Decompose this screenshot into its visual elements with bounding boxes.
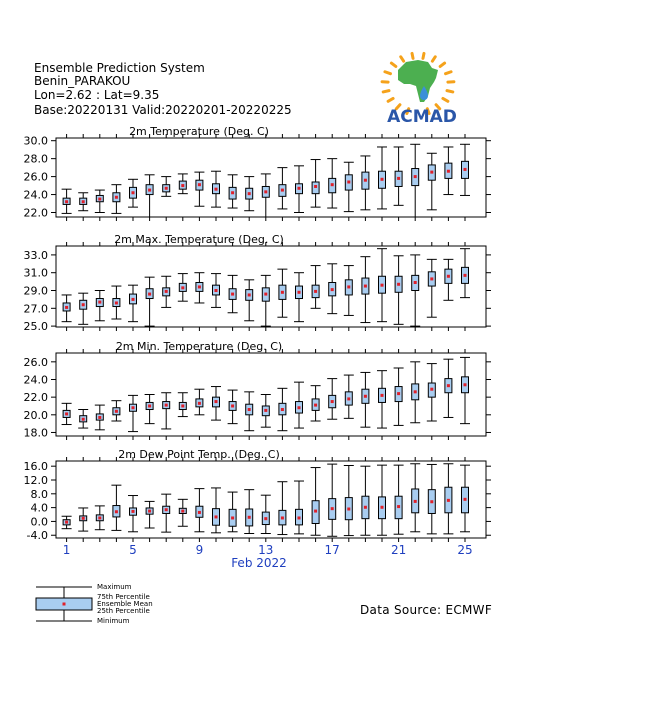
- box-day-23: [427, 153, 437, 210]
- y-tick-label: 25.0: [23, 320, 48, 334]
- y-tick-label: 16.0: [23, 460, 48, 474]
- mean-marker: [215, 289, 218, 292]
- mean-marker: [381, 394, 384, 397]
- mean-marker: [165, 290, 168, 293]
- mean-marker: [115, 196, 118, 199]
- mean-marker: [381, 506, 384, 509]
- y-tick-label: 27.0: [23, 302, 48, 316]
- mean-marker: [314, 510, 317, 513]
- box-day-2: [78, 293, 88, 324]
- box-day-15: [294, 481, 304, 534]
- box-day-22: [410, 362, 420, 423]
- box-day-3: [95, 506, 105, 530]
- mean-marker: [148, 293, 151, 296]
- mean-marker: [298, 291, 301, 294]
- mean-marker: [165, 187, 168, 190]
- panel-title: 2m Dew Point Temp. (Deg. C): [118, 448, 280, 461]
- mean-marker: [165, 404, 168, 407]
- box-day-23: [427, 364, 437, 421]
- mean-marker: [198, 402, 201, 405]
- mean-marker: [148, 189, 151, 192]
- box-day-15: [294, 273, 304, 322]
- mean-marker: [215, 515, 218, 518]
- box-day-4: [111, 401, 121, 421]
- box-day-2: [78, 410, 88, 429]
- box-day-22: [410, 255, 420, 326]
- mean-marker: [198, 285, 201, 288]
- box-day-25: [460, 357, 470, 423]
- box-day-9: [194, 172, 204, 206]
- y-tick-label: 0.0: [30, 515, 48, 529]
- panel-1: [24, 125, 492, 221]
- mean-marker: [264, 293, 267, 296]
- box-day-18: [344, 266, 354, 316]
- mean-marker: [115, 510, 118, 513]
- panel-title: 2m Max. Temperature (Deg. C): [114, 233, 284, 246]
- base-valid-dates: Base:20220131 Valid:20220201-20220225: [34, 103, 292, 117]
- mean-marker: [181, 286, 184, 289]
- x-tick-label: 9: [195, 543, 204, 557]
- mean-marker: [414, 500, 417, 503]
- box-day-11: [228, 275, 238, 312]
- mean-marker: [430, 277, 433, 280]
- mean-marker: [447, 384, 450, 387]
- mean-marker: [447, 170, 450, 173]
- mean-marker: [215, 400, 218, 403]
- panel-title: 2m Temperature (Deg. C): [129, 125, 269, 138]
- mean-marker: [381, 178, 384, 181]
- y-tick-label: 28.0: [23, 152, 48, 166]
- box-day-17: [327, 379, 337, 420]
- mean-marker: [281, 408, 284, 411]
- box-day-4: [111, 286, 121, 319]
- mean-marker: [215, 188, 218, 191]
- box-day-6: [145, 501, 155, 528]
- box-day-16: [311, 468, 321, 536]
- y-tick-label: 31.0: [23, 266, 48, 280]
- box-day-14: [277, 168, 287, 209]
- box-day-6: [145, 277, 155, 326]
- plot-frame: [56, 353, 486, 436]
- mean-marker: [148, 510, 151, 513]
- mean-marker: [397, 177, 400, 180]
- box-day-9: [194, 489, 204, 532]
- legend: [36, 583, 153, 625]
- box-day-13: [261, 395, 271, 428]
- mean-marker: [347, 285, 350, 288]
- box-day-11: [228, 492, 238, 532]
- station-name: Benin_PARAKOU: [34, 74, 131, 88]
- y-tick-label: 30.0: [23, 134, 48, 148]
- x-tick-label: 13: [258, 543, 274, 557]
- box-day-25: [460, 144, 470, 195]
- box-day-3: [95, 405, 105, 430]
- y-tick-label: -4.0: [26, 529, 48, 543]
- box-day-9: [194, 389, 204, 415]
- mean-marker: [132, 510, 135, 513]
- mean-marker: [331, 507, 334, 510]
- box-day-21: [394, 465, 404, 534]
- plot-frame: [56, 461, 486, 538]
- x-tick-label: 21: [390, 543, 407, 557]
- box-day-17: [327, 159, 337, 208]
- y-tick-label: 29.0: [23, 284, 48, 298]
- mean-marker: [281, 291, 284, 294]
- mean-marker: [264, 409, 267, 412]
- box-day-13: [261, 275, 271, 326]
- box-day-7: [161, 393, 171, 429]
- y-tick-label: 12.0: [23, 473, 48, 487]
- mean-marker: [231, 516, 234, 519]
- box-day-24: [443, 147, 453, 195]
- mean-marker: [181, 184, 184, 187]
- mean-marker: [132, 191, 135, 194]
- box-day-14: [277, 482, 287, 535]
- box-day-1: [62, 516, 72, 528]
- box-day-5: [128, 179, 138, 207]
- box-day-8: [178, 174, 188, 194]
- box-day-6: [145, 175, 155, 217]
- y-tick-label: 4.0: [30, 501, 48, 515]
- box-day-13: [261, 495, 271, 533]
- mean-marker: [165, 508, 168, 511]
- y-tick-label: 22.0: [23, 206, 48, 220]
- mean-marker: [347, 180, 350, 183]
- x-tick-label: 25: [457, 543, 473, 557]
- legend-label-mean: Ensemble Mean: [97, 600, 153, 608]
- mean-marker: [364, 506, 367, 509]
- box-day-11: [228, 175, 238, 208]
- box-day-20: [377, 249, 387, 322]
- mean-marker: [447, 275, 450, 278]
- mean-marker: [132, 406, 135, 409]
- mean-marker: [148, 404, 151, 407]
- y-tick-label: 24.0: [23, 188, 48, 202]
- mean-marker: [414, 390, 417, 393]
- box-day-19: [360, 156, 370, 210]
- mean-marker: [98, 198, 101, 201]
- box-day-10: [211, 171, 221, 207]
- box-day-11: [228, 390, 238, 424]
- box-day-14: [277, 388, 287, 430]
- box-day-18: [344, 465, 354, 535]
- mean-marker: [314, 185, 317, 188]
- mean-marker: [132, 298, 135, 301]
- box-day-7: [161, 494, 171, 532]
- figure-title: Ensemble Prediction System: [34, 61, 205, 75]
- mean-marker: [414, 281, 417, 284]
- mean-marker: [397, 283, 400, 286]
- box-day-14: [277, 269, 287, 317]
- mean-marker: [364, 179, 367, 182]
- mean-marker: [397, 392, 400, 395]
- box-day-5: [128, 285, 138, 321]
- mean-marker: [397, 505, 400, 508]
- box-day-21: [394, 147, 404, 205]
- mean-marker: [82, 200, 85, 203]
- box-day-1: [62, 403, 72, 424]
- x-axis-label: Feb 2022: [231, 556, 287, 570]
- mean-marker: [231, 191, 234, 194]
- mean-marker: [281, 516, 284, 519]
- mean-marker: [414, 175, 417, 178]
- mean-marker: [82, 517, 85, 520]
- x-tick-label: 5: [129, 543, 137, 557]
- mean-marker: [98, 516, 101, 519]
- box-day-15: [294, 166, 304, 213]
- mean-marker: [181, 510, 184, 513]
- y-tick-label: 24.0: [23, 373, 48, 387]
- box-day-23: [427, 259, 437, 317]
- box-day-19: [360, 372, 370, 427]
- box-day-17: [327, 464, 337, 536]
- box-day-10: [211, 488, 221, 533]
- box-day-25: [460, 465, 470, 532]
- panel-3: [24, 340, 492, 440]
- mean-marker: [248, 516, 251, 519]
- data-source-note: Data Source: ECMWF: [360, 603, 493, 617]
- mean-marker: [82, 418, 85, 421]
- box-day-6: [145, 395, 155, 424]
- box-day-5: [128, 496, 138, 532]
- box-day-12: [244, 392, 254, 431]
- mean-marker: [264, 190, 267, 193]
- box-day-12: [244, 490, 254, 534]
- box-day-18: [344, 162, 354, 211]
- box-day-20: [377, 465, 387, 535]
- legend-mean-marker: [63, 603, 66, 606]
- mean-marker: [331, 183, 334, 186]
- mean-marker: [347, 507, 350, 510]
- box-day-2: [78, 193, 88, 211]
- mean-marker: [248, 408, 251, 411]
- mean-marker: [430, 171, 433, 174]
- box-day-1: [62, 189, 72, 213]
- mean-marker: [464, 498, 467, 501]
- box-day-19: [360, 466, 370, 535]
- mean-marker: [447, 499, 450, 502]
- mean-marker: [82, 303, 85, 306]
- mean-marker: [464, 383, 467, 386]
- box-day-17: [327, 264, 337, 314]
- mean-marker: [364, 285, 367, 288]
- mean-marker: [331, 288, 334, 291]
- box-day-22: [410, 464, 420, 532]
- legend-label-maximum: Maximum: [97, 583, 132, 591]
- box-day-24: [443, 359, 453, 417]
- plot-frame: [56, 138, 486, 217]
- mean-marker: [430, 388, 433, 391]
- box-day-19: [360, 257, 370, 323]
- mean-marker: [314, 404, 317, 407]
- box-day-15: [294, 382, 304, 428]
- legend-label-p25: 25th Percentile: [97, 607, 150, 615]
- box-day-7: [161, 276, 171, 307]
- box-day-8: [178, 499, 188, 526]
- y-tick-label: 18.0: [23, 426, 48, 440]
- mean-marker: [198, 511, 201, 514]
- box-day-3: [95, 291, 105, 321]
- mean-marker: [65, 521, 68, 524]
- mean-marker: [248, 192, 251, 195]
- y-tick-label: 20.0: [23, 408, 48, 422]
- box-day-16: [311, 386, 321, 421]
- mean-marker: [65, 412, 68, 415]
- box-day-21: [394, 256, 404, 325]
- mean-marker: [281, 189, 284, 192]
- mean-marker: [181, 404, 184, 407]
- box-day-1: [62, 295, 72, 322]
- box-day-24: [443, 259, 453, 300]
- box-day-13: [261, 174, 271, 217]
- y-tick-label: 26.0: [23, 170, 48, 184]
- box-day-20: [377, 371, 387, 428]
- box-day-16: [311, 160, 321, 208]
- acmad-wordmark: ACMAD: [387, 107, 457, 127]
- y-tick-label: 33.0: [23, 248, 48, 262]
- box-day-24: [443, 464, 453, 534]
- box-day-8: [178, 274, 188, 302]
- box-day-20: [377, 147, 387, 209]
- mean-marker: [65, 306, 68, 309]
- mean-marker: [231, 293, 234, 296]
- panel-4: [24, 448, 492, 570]
- mean-marker: [231, 404, 234, 407]
- mean-marker: [98, 416, 101, 419]
- box-day-8: [178, 393, 188, 417]
- x-tick-label: 1: [62, 543, 71, 557]
- box-day-2: [78, 508, 88, 531]
- box-day-4: [111, 185, 121, 214]
- mean-marker: [430, 500, 433, 503]
- box-day-21: [394, 368, 404, 425]
- mean-marker: [115, 301, 118, 304]
- box-day-4: [111, 485, 121, 530]
- box-day-16: [311, 266, 321, 309]
- y-tick-label: 8.0: [30, 487, 48, 501]
- mean-marker: [248, 293, 251, 296]
- legend-label-minimum: Minimum: [97, 617, 130, 625]
- mean-marker: [65, 200, 68, 203]
- box-day-12: [244, 177, 254, 211]
- mean-marker: [298, 187, 301, 190]
- coordinates: Lon=2.62 : Lat=9.35: [34, 88, 160, 102]
- y-tick-label: 26.0: [23, 355, 48, 369]
- mean-marker: [331, 400, 334, 403]
- mean-marker: [314, 290, 317, 293]
- box-day-23: [427, 464, 437, 533]
- mean-marker: [115, 410, 118, 413]
- legend-label-p75: 75th Percentile: [97, 593, 150, 601]
- mean-marker: [298, 406, 301, 409]
- box-day-25: [460, 249, 470, 298]
- box-day-3: [95, 190, 105, 212]
- mean-marker: [381, 284, 384, 287]
- mean-marker: [298, 516, 301, 519]
- box-day-18: [344, 375, 354, 418]
- mean-marker: [364, 395, 367, 398]
- mean-marker: [198, 183, 201, 186]
- mean-marker: [464, 274, 467, 277]
- box-day-5: [128, 395, 138, 431]
- mean-marker: [464, 168, 467, 171]
- mean-marker: [264, 517, 267, 520]
- y-tick-label: 22.0: [23, 391, 48, 405]
- box-day-10: [211, 274, 221, 308]
- panel-title: 2m Min. Temperature (Deg. C): [115, 340, 283, 353]
- box-day-10: [211, 387, 221, 421]
- mean-marker: [347, 397, 350, 400]
- box-day-12: [244, 280, 254, 321]
- box-day-7: [161, 177, 171, 197]
- box-day-22: [410, 144, 420, 217]
- panel-2: [24, 233, 492, 333]
- box-day-9: [194, 273, 204, 303]
- mean-marker: [98, 301, 101, 304]
- x-tick-label: 17: [324, 543, 340, 557]
